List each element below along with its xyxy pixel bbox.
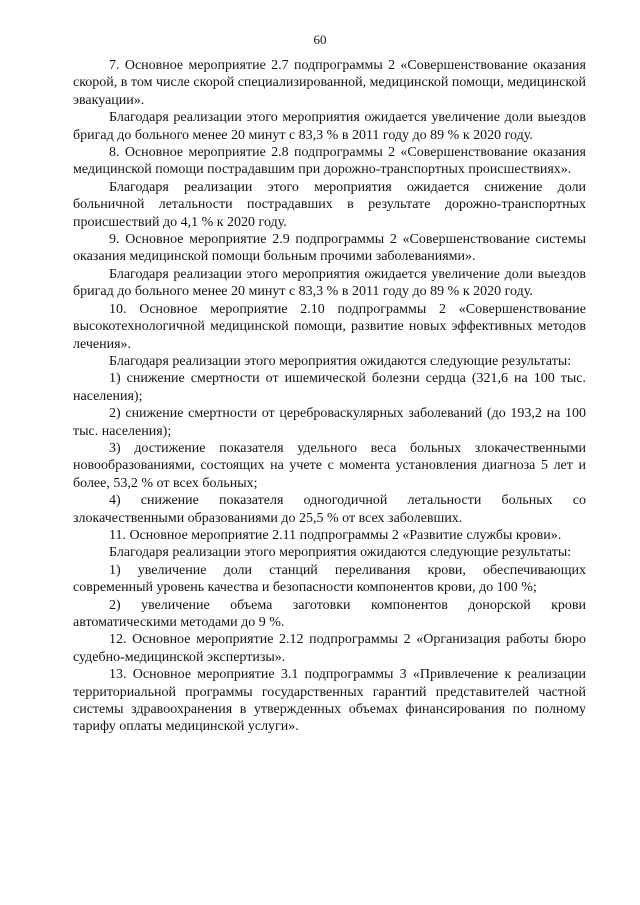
list-item-2-10-4: 4) снижение показателя одногодичной летальности больных со злокачественными образованиями до 25,5 % от всех заболевших. — [73, 493, 586, 526]
paragraph-results-intro-2-11: Благодаря реализации этого мероприятия ожидаются следующие результаты: — [109, 545, 572, 561]
list-item-2-10-1: 1) снижение смертности от ишемической болезни сердца (321,6 на 100 тыс. населения); — [73, 371, 586, 404]
paragraph-measure-2-7: 7. Основное мероприятие 2.7 подпрограммы 2 «Совершенствование оказания скорой, в том числе скорой специализированной, медицинской помощи, медицинской эвакуации». — [73, 58, 586, 108]
list-item-2-10-2: 2) снижение смертности от цереброваскулярных заболеваний (до 193,2 на 100 тыс. населения); — [73, 406, 586, 439]
paragraph-measure-2-12: 12. Основное мероприятие 2.12 подпрограммы 2 «Организация работы бюро судебно-медицинской экспертизы». — [73, 632, 586, 665]
list-item-2-10-3: 3) достижение показателя удельного веса больных злокачественными новообразованиями, состоящих на учете с момента установления диагноза 5 лет и более, 53,2 % от всех больных; — [73, 440, 586, 491]
paragraph-measure-2-10: 10. Основное мероприятие 2.10 подпрограммы 2 «Совершенствование высокотехнологичной медицинской помощи, развитие новых эффективных методов лечения». — [73, 301, 586, 352]
paragraph-results-intro-2-10: Благодаря реализации этого мероприятия ожидаются следующие результаты: — [109, 353, 572, 369]
paragraph-measure-3-1: 13. Основное мероприятие 3.1 подпрограммы 3 «Привлечение к реализации территориальной программы государственных гарантий представителей частной системы здравоохранения в утвержденных объемах финансирования по полному тарифу оплаты медицинской услуги». — [73, 667, 586, 735]
document-body — [73, 57, 586, 736]
paragraph-measure-2-9: 9. Основное мероприятие 2.9 подпрограммы 2 «Совершенствование системы оказания медицинской помощи больным прочими заболеваниями». — [73, 232, 586, 265]
paragraph-measure-2-8: 8. Основное мероприятие 2.8 подпрограммы 2 «Совершенствование оказания медицинской помощи пострадавшим при дорожно-транспортных происшествиях». — [73, 145, 586, 178]
paragraph-measure-2-11: 11. Основное мероприятие 2.11 подпрограммы 2 «Развитие службы крови». — [109, 527, 562, 543]
paragraph-result-2-9: Благодаря реализации этого мероприятия ожидается увеличение доли выездов бригад до больного менее 20 минут с 83,3 % в 2011 году до 89 % к 2020 году. — [73, 266, 586, 300]
list-item-2-11-1: 1) увеличение доли станций переливания крови, обеспечивающих современный уровень качества и безопасности компонентов крови, до 100 %; — [73, 562, 586, 596]
paragraph-result-2-8: Благодаря реализации этого мероприятия ожидается снижение доли больничной летальности пострадавших в результате дорожно-транспортных происшествий до 4,1 % к 2020 году. — [73, 179, 586, 230]
paragraph-result-2-7: Благодаря реализации этого мероприятия ожидается увеличение доли выездов бригад до больного менее 20 минут с 83,3 % в 2011 году до 89 % к 2020 году. — [73, 110, 586, 143]
list-item-2-11-2: 2) увеличение объема заготовки компонентов донорской крови автоматическими методами до 9 %. — [73, 597, 586, 630]
page-number: 60 — [313, 32, 327, 47]
